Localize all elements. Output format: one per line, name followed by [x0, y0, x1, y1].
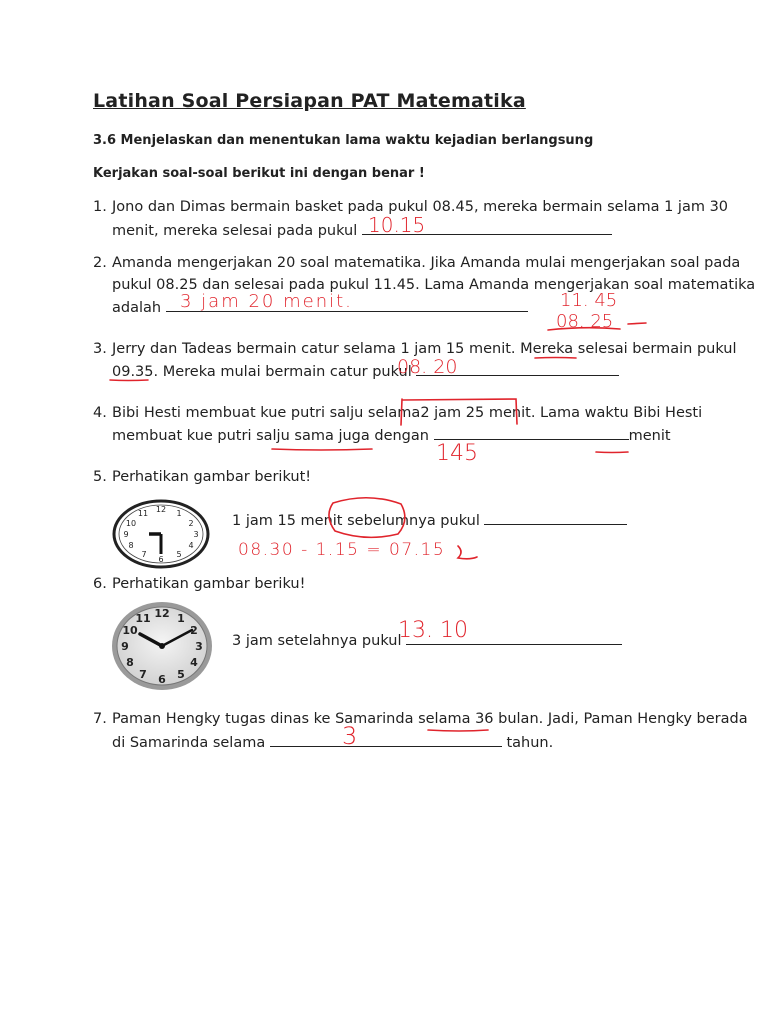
clock-2-num-7: 7 [139, 668, 147, 681]
question-6-text: Perhatikan gambar beriku! [112, 576, 306, 592]
clock-1-num-4: 4 [188, 541, 194, 550]
handwritten-work-2b: 08. 25 [556, 311, 614, 332]
question-4-text-c: . Lama waktu Bibi Hesti [530, 405, 703, 421]
question-7-line1: Paman Hengky tugas dinas ke Samarinda selama 36 bulan. Jadi, Paman Hengky berada [112, 711, 748, 727]
question-6-number: 6. [93, 576, 107, 592]
clock-2-icon [110, 600, 214, 692]
question-2-number: 2. [93, 255, 107, 271]
question-4-text-b: membuat kue putri salju sama juga dengan [112, 428, 429, 444]
question-4-line2 [112, 427, 671, 444]
question-3-text: . Mereka mulai bermain catur pukul [153, 364, 412, 380]
handwritten-answer-2: 3 jam 20 menit. [180, 291, 353, 312]
clock-2-num-1: 1 [177, 612, 185, 625]
question-1-number: 1. [93, 199, 107, 215]
clock-2-num-5: 5 [177, 668, 185, 681]
clock-1-num-11: 11 [137, 509, 149, 518]
handwritten-answer-7: 3 [342, 722, 358, 750]
question-7-text-a: di Samarinda selama [112, 735, 266, 751]
clock-2-num-6: 6 [158, 673, 166, 686]
question-4-number: 4. [93, 405, 107, 421]
question-2-line1: Amanda mengerjakan 20 soal matematika. Jika Amanda mulai mengerjakan soal pada [112, 255, 741, 271]
question-4-unit: menit [628, 428, 671, 444]
answer-line-5[interactable] [484, 512, 627, 525]
question-3-line1: Jerry dan Tadeas bermain catur selama 1 jam 15 menit. Mereka selesai bermain pukul [112, 341, 737, 357]
clock-1-num-8: 8 [128, 541, 134, 550]
question-5-number: 5. [93, 469, 107, 485]
clock-1-num-1: 1 [176, 509, 182, 518]
handwritten-work-2a: 11. 45 [560, 290, 618, 311]
clock-1-icon [111, 498, 211, 570]
question-7-unit: tahun. [506, 735, 554, 751]
clock-2-num-9: 9 [121, 640, 129, 653]
question-3-line2 [112, 363, 619, 380]
handwritten-answer-6: 13. 10 [398, 618, 468, 643]
clock-2-num-2: 2 [190, 624, 198, 637]
page-title: Latihan Soal Persiapan PAT Matematika [93, 90, 526, 112]
clock-1-num-3: 3 [193, 530, 199, 539]
underline-sama-juga [272, 449, 372, 450]
work-dash-2 [628, 323, 646, 324]
clock-1-num-2: 2 [188, 519, 194, 528]
question-6-prompt: 3 jam setelahnya pukul [232, 633, 402, 649]
handwritten-answer-4: 145 [436, 441, 478, 466]
question-5-prompt-row [232, 512, 627, 529]
question-5-prompt: 1 jam 15 menit sebelumnya pukul [232, 513, 480, 529]
question-4-line1 [112, 405, 703, 421]
clock-2-num-12: 12 [154, 607, 170, 620]
question-4-duration: 2 jam 25 menit [420, 405, 531, 421]
clock-1-num-12: 12 [155, 505, 167, 514]
handwritten-work-5: 08.30 - 1.15 = 07.15 [238, 540, 446, 560]
question-7-line2 [112, 734, 553, 751]
clock-1-num-7: 7 [141, 550, 147, 559]
clock-2-num-8: 8 [126, 656, 134, 669]
competency-subtitle: 3.6 Menjelaskan dan menentukan lama waktu kejadian berlangsung [93, 133, 594, 148]
clock-1-num-10: 10 [125, 519, 137, 528]
clock-2-num-11: 11 [135, 612, 151, 625]
underline-36-bulan [428, 730, 488, 731]
clock-2-num-10: 10 [122, 624, 138, 637]
question-3-time: 09.35 [112, 364, 154, 380]
underline-menit [596, 452, 628, 453]
underline-selesai [535, 358, 576, 359]
underline-time-q3 [110, 380, 148, 381]
clock-2-num-3: 3 [195, 640, 203, 653]
question-3-number: 3. [93, 341, 107, 357]
handwritten-answer-1: 10.15 [368, 213, 426, 237]
question-4-text-a: Bibi Hesti membuat kue putri salju selama [112, 405, 421, 421]
question-7-number: 7. [93, 711, 107, 727]
instruction-text: Kerjakan soal-soal berikut ini dengan benar ! [93, 166, 425, 181]
clock-1-num-6: 6 [158, 555, 164, 564]
clock-2-num-4: 4 [190, 656, 198, 669]
question-2-line2: pukul 08.25 dan selesai pada pukul 11.45. Lama Amanda mengerjakan soal matematika [112, 277, 756, 293]
question-5-text: Perhatikan gambar berikut! [112, 469, 312, 485]
answer-line-7[interactable] [270, 734, 502, 747]
question-1-line2 [112, 222, 612, 239]
handwritten-answer-3: 08. 20 [397, 356, 458, 378]
question-1-text: menit, mereka selesai pada pukul [112, 223, 358, 239]
question-2-text: adalah [112, 300, 162, 316]
clock-1-num-5: 5 [176, 550, 182, 559]
answer-line-4[interactable] [434, 427, 629, 440]
pen-mark-q5 [458, 546, 477, 559]
question-1-line1: Jono dan Dimas bermain basket pada pukul 08.45, mereka bermain selama 1 jam 30 [112, 199, 729, 215]
clock-1-num-9: 9 [123, 530, 129, 539]
